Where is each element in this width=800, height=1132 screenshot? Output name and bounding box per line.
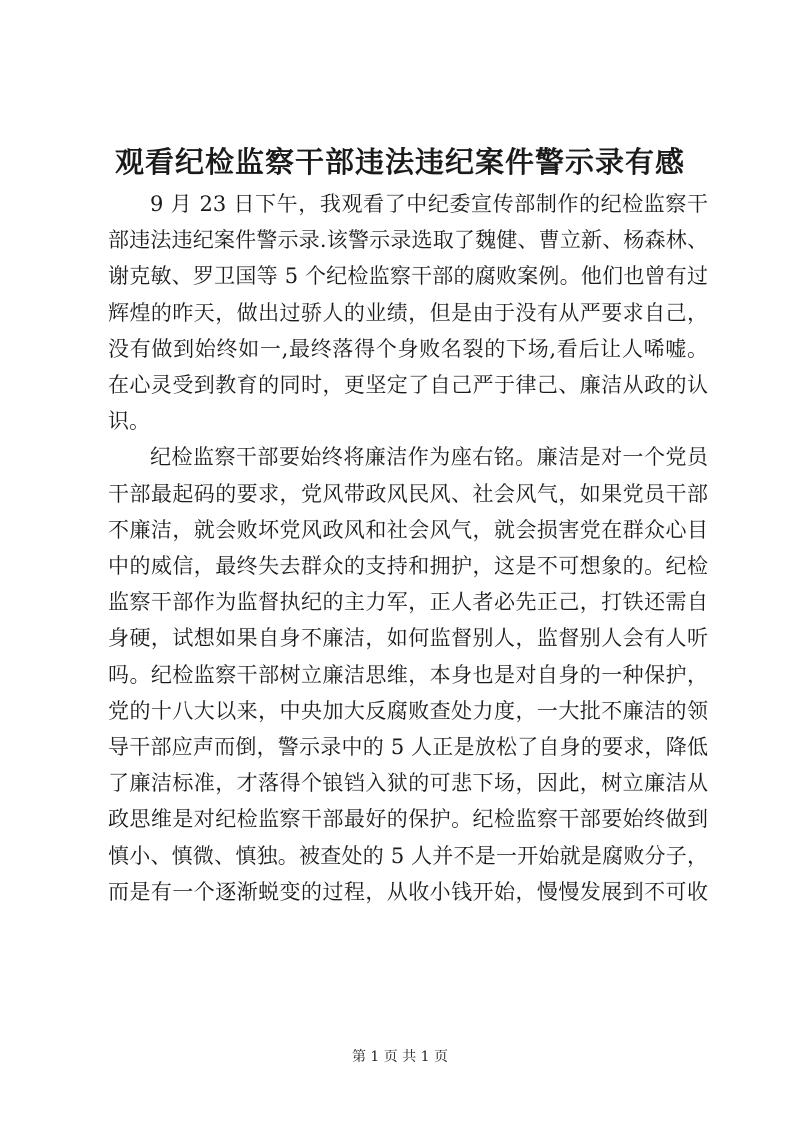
text-line: 慎小、慎微、慎独。被查处的 5 人并不是一开始就是腐败分子， xyxy=(108,843,708,868)
text-line: 在心灵受到教育的同时，更坚定了自己严于律己、廉洁从政的认 xyxy=(108,373,708,398)
text-line: 部违法违纪案件警示录.该警示录选取了魏健、曹立新、杨森林、 xyxy=(108,228,708,253)
text-line: 政思维是对纪检监察干部最好的保护。纪检监察干部要始终做到 xyxy=(108,807,708,832)
page-footer: 第 1 页 共 1 页 xyxy=(351,1049,449,1065)
text-line: 纪检监察干部要始终将廉洁作为座右铭。廉洁是对一个党员 xyxy=(150,445,708,470)
text-line: 了廉洁标准，才落得个锒铛入狱的可悲下场，因此，树立廉洁从 xyxy=(108,771,708,796)
text-line: 辉煌的昨天，做出过骄人的业绩，但是由于没有从严要求自己， xyxy=(108,300,708,325)
text-line: 党的十八大以来，中央加大反腐败查处力度，一大批不廉洁的领 xyxy=(108,698,708,723)
text-line: 干部最起码的要求，党风带政风民风、社会风气，如果党员干部 xyxy=(108,481,708,506)
text-line: 中的威信，最终失去群众的支持和拥护，这是不可想象的。纪检 xyxy=(108,554,708,579)
document-body xyxy=(108,186,708,910)
text-line: 吗。纪检监察干部树立廉洁思维，本身也是对自身的一种保护， xyxy=(108,662,708,687)
paragraph-1 xyxy=(108,186,708,439)
text-line: 导干部应声而倒，警示录中的 5 人正是放松了自身的要求，降低 xyxy=(108,735,708,760)
text-line: 没有做到始终如一,最终落得个身败名裂的下场,看后让人唏嘘。 xyxy=(108,336,708,361)
text-line: 身硬，试想如果自身不廉洁，如何监督别人，监督别人会有人听 xyxy=(108,626,708,651)
text-line: 监察干部作为监督执纪的主力军，正人者必先正己，打铁还需自 xyxy=(108,590,708,615)
text-line: 谢克敏、罗卫国等 5 个纪检监察干部的腐败案例。他们也曾有过 xyxy=(108,264,708,289)
text-line: 9 月 23 日下午，我观看了中纪委宣传部制作的纪检监察干 xyxy=(150,192,708,216)
paragraph-2 xyxy=(108,439,708,910)
text-line: 不廉洁，就会败坏党风政风和社会风气，就会损害党在群众心目 xyxy=(108,517,708,542)
text-line: 识。 xyxy=(108,409,150,434)
document-title: 观看纪检监察干部违法违纪案件警示录有感 xyxy=(114,145,685,179)
text-line: 而是有一个逐渐蜕变的过程，从收小钱开始，慢慢发展到不可收 xyxy=(108,879,708,904)
